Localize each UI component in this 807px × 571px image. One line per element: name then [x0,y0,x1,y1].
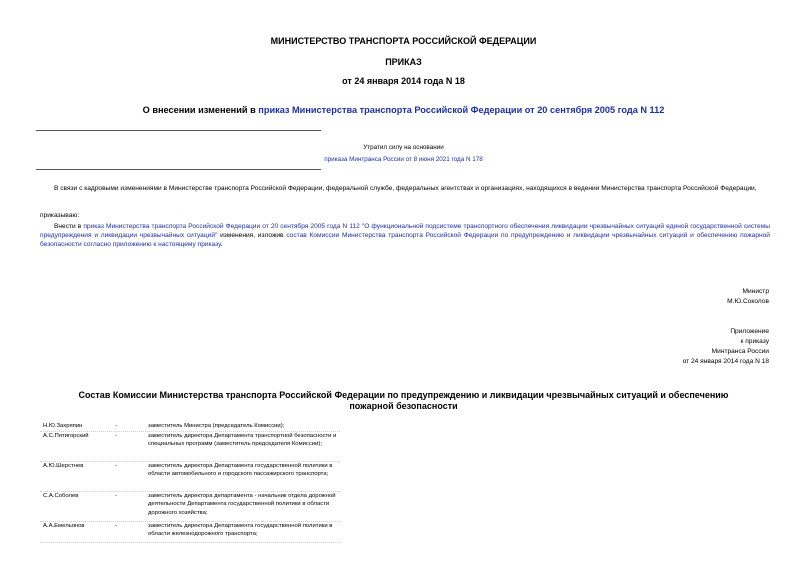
member-dash: - [115,463,117,469]
orders-label: приказываю: [40,212,80,219]
member-position: заместитель директора Департамента государственной политики в области автомобильного и городского пассажирского транспорта; [148,463,333,478]
member-dash: - [115,433,117,439]
preamble-paragraph: В связи с кадровыми изменениями в Министерстве транспорта Российской Федерации, федеральной службе, федеральных агентствах и организациях, находящихся в ведении Министерства транспорта Российской Федерации, [54,185,757,192]
member-dash: - [115,493,117,499]
member-position: заместитель Министра (председатель Комиссии); [148,423,285,429]
table-row [40,462,340,492]
subject-order-link[interactable]: приказ Министерства транспорта Российской Федерации от 20 сентября 2005 года N 112 [258,105,665,115]
divider-top [36,130,321,131]
member-position: заместитель директора Департамента транспортной безопасности и специальных программ (заместитель председателя Комиссии); [148,433,337,448]
member-dash: - [115,423,117,429]
signature-name: М.Ю.Соколов [727,298,769,305]
p2-text-b: изменения, изложив [217,232,287,240]
composition-title: Состав Комиссии Министерства транспорта Российской Федерации по предупреждению и ликвидации чрезвычайных ситуаций и обеспечению пожарной безопасности [78,390,729,411]
signature-title: Министр [742,288,769,295]
p2-text-c: . [220,241,223,249]
table-row [40,492,340,522]
order-heading: ПРИКАЗ [385,57,422,67]
lapse-order-link[interactable]: приказа Минтранса России от 8 июня 2021 года N 178 [324,156,483,163]
divider-bottom [36,169,321,170]
member-dash: - [115,523,117,529]
members-table [40,422,340,543]
order-paragraph [40,222,770,250]
table-row [40,422,340,432]
member-name: А.Ю.Шерстнев [43,463,84,469]
p2-composition-link[interactable]: состав Комиссии Министерства транспорта Российской Федерации по предупреждению и ликвидации чрезвычайных ситуаций и обеспечению пожарной безопасности согласно приложению к настоящему приказу [40,232,770,249]
p2-order-link[interactable]: приказ Министерства транспорта Российской Федерации от 20 сентября 2005 года N 112 "О функциональной подсистеме транспортного обеспечения ликвидации чрезвычайных ситуаций единой государственной системы предупреждения и ликвидации чрезвычайных ситуаций" [40,223,770,240]
member-position: заместитель директора Департамента государственной политики в области железнодорожного транспорта; [148,523,333,538]
appendix-line-2: к приказу [740,338,769,345]
table-row [40,522,340,543]
p2-text-a: Внести в [54,223,84,230]
member-name: А.А.Емельянов [43,523,85,529]
member-name: С.А.Соболев [43,493,79,499]
member-name: А.С.Пятигорский [43,433,89,439]
lapse-note: Утратил силу на основании [363,144,444,151]
order-subject [0,105,807,115]
member-name: Н.Ю.Захряпин [43,423,83,429]
table-row [40,432,340,462]
member-position: заместитель директора департамента - начальник отдела дорожной деятельности Департамента государственной политики в области дорожного хозяйства; [148,493,336,516]
appendix-line-3: Минтранса России [711,348,769,355]
subject-prefix: О внесении изменений в [142,105,259,115]
ministry-heading: МИНИСТЕРСТВО ТРАНСПОРТА РОССИЙСКОЙ ФЕДЕРАЦИИ [270,36,537,46]
order-date: от 24 января 2014 года N 18 [342,76,465,86]
appendix-line-1: Приложение [730,328,769,335]
appendix-line-4: от 24 января 2014 года N 18 [682,358,769,365]
